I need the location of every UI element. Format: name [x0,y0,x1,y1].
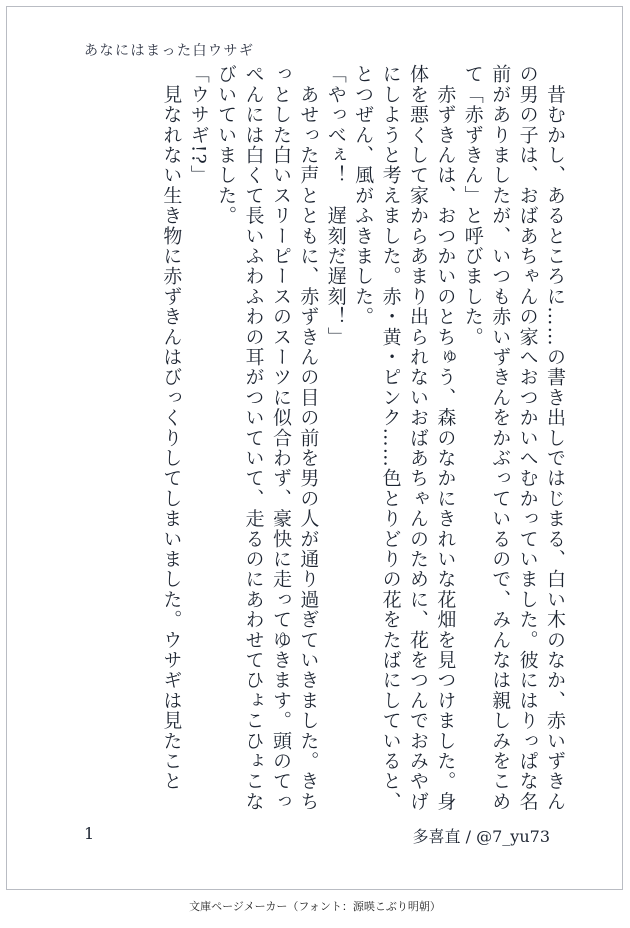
book-title: あなにはまった白ウサギ [84,43,255,59]
footer-note: 文庫ページメーカー（フォント：源暎こぶり明朝） [189,900,441,913]
paragraph: 赤ずきんは、おつかいのとちゅう、森のなかにきれいな花畑を見つけました。身体を悪くして家からあまり出られないおばあちゃんのために、花をつんでおみやげにしようと考えました。赤・黄・ピンク……色とりどりの花をたばにしていると、とつぜん、風がふきました。 [352,64,457,812]
paragraph: あせった声とともに、赤ずきんの目の前を男の人が通り過ぎていきました。きちっとした白いスリーピースのスーツに似合わず、豪快に走ってゆきます。頭のてっぺんには白くて長いふわふわの耳がついていて、走るのにあわせてひょこひょこなびいていました。 [215,64,320,812]
author-credit: 多喜直 / @7_yu73 [412,827,550,846]
page-number: 1 [84,824,95,843]
dialogue-line: 「やっべぇ！ 遅刻だ遅刻！」 [324,64,347,347]
dialogue-line: 「ウサギ!?」 [187,64,210,186]
body-text [78,64,568,824]
paragraph: 昔むかし、あるところに……の書き出しではじまる、白い木のなか、赤いずきんの男の子は、おばあちゃんの家へおつかいへむかっていました。彼にはりっぱな名前がありましたが、いつも赤いずきんをかぶっているので、みんなは親しみをこめて「赤ずきん」と呼びました。 [461,64,566,812]
paragraph: 見なれない生き物に赤ずきんはびっくりしてしまいました。ウサギは見たこと [160,64,183,792]
